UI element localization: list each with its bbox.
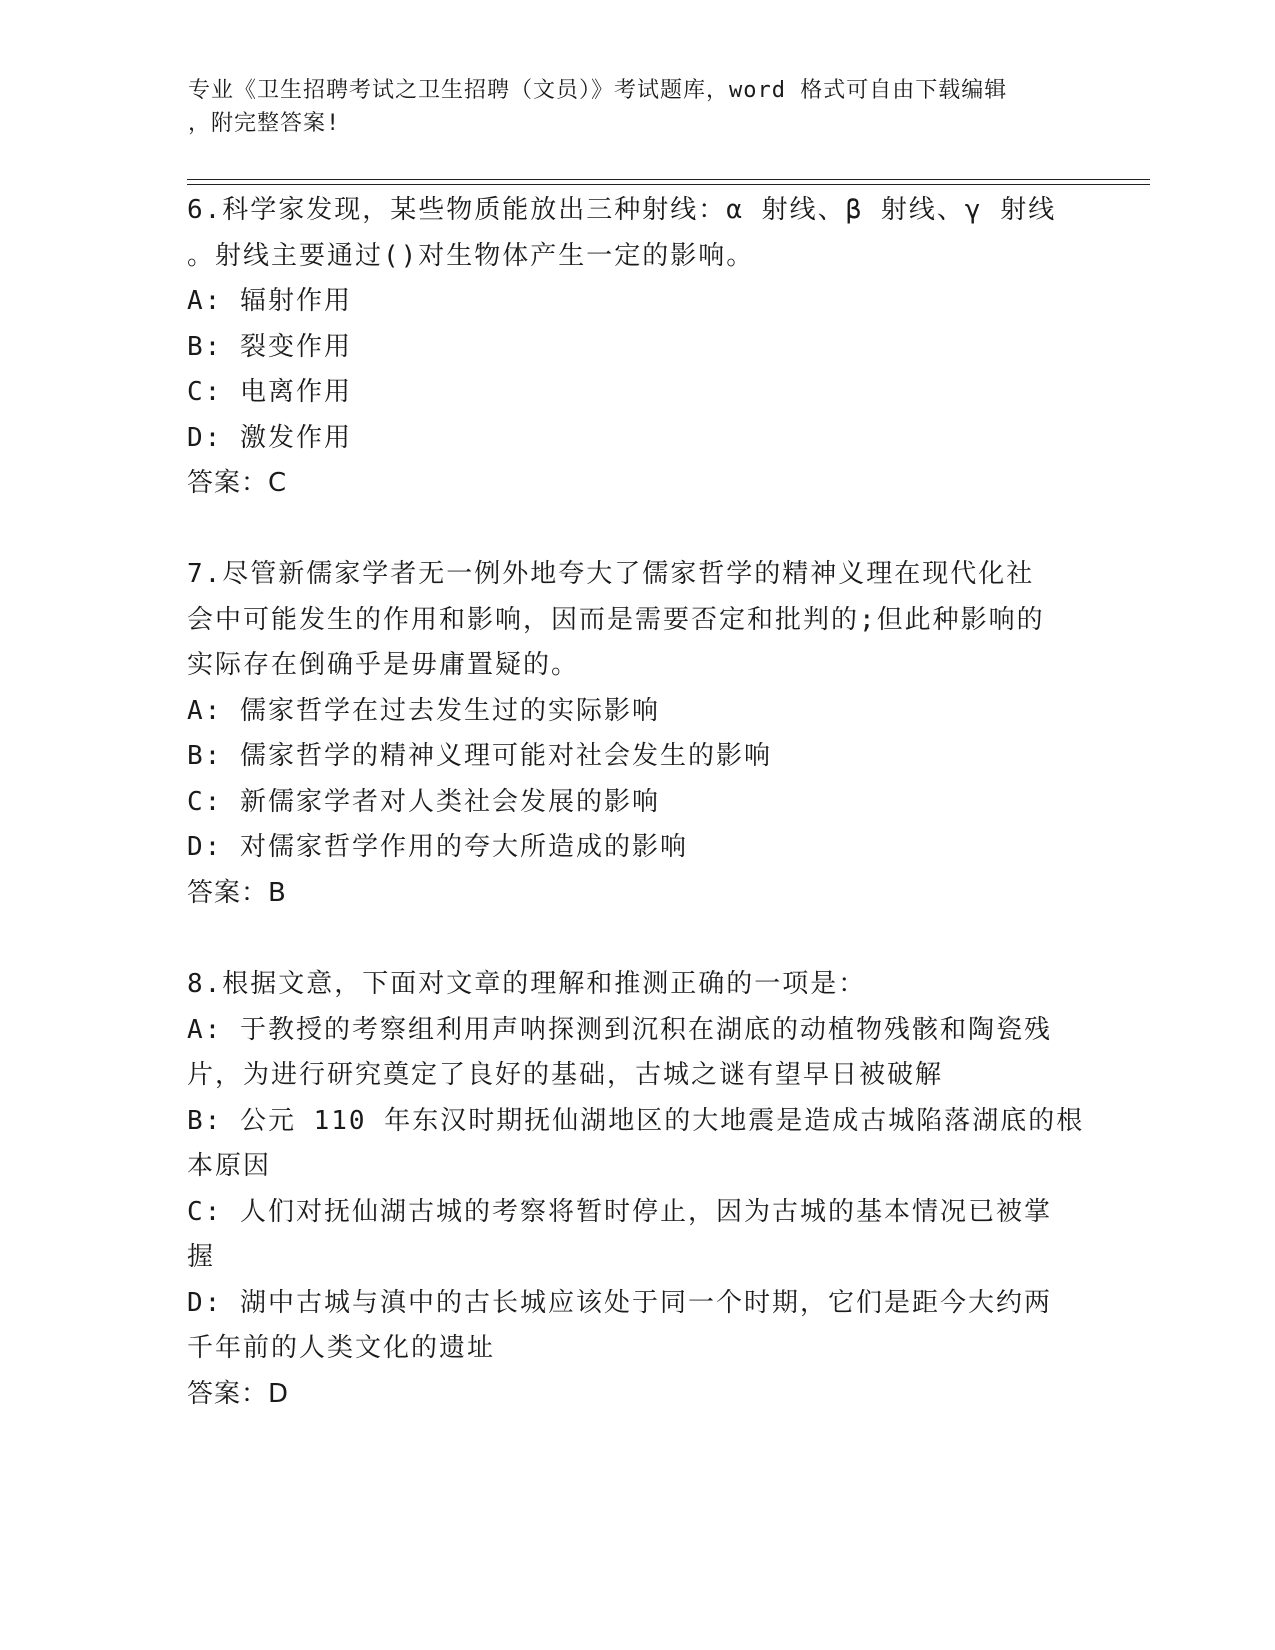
header-line-2: ，附完整答案! [188, 111, 341, 136]
question-7-option-c: C: 新儒家学者对人类社会发展的影响 [187, 786, 660, 817]
question-7 [187, 552, 1087, 916]
question-8-option-d-line-2: 千年前的人类文化的遗址 [187, 1333, 496, 1363]
question-6-option-a: A: 辐射作用 [187, 286, 352, 316]
question-8-option-c-line-2: 握 [187, 1242, 216, 1272]
question-6-option-b: B: 裂变作用 [187, 331, 352, 362]
question-7-option-d: D: 对儒家哲学作用的夸大所造成的影响 [187, 832, 688, 862]
question-6-option-d: D: 激发作用 [187, 422, 352, 453]
question-6-stem-line-2: 。射线主要通过()对生物体产生一定的影响。 [187, 240, 755, 271]
question-6-stem-line-1: 6.科学家发现，某些物质能放出三种射线：α 射线、β 射线、γ 射线 [187, 195, 1057, 225]
question-8-option-c-line-1: C: 人们对抚仙湖古城的考察将暂时停止，因为古城的基本情况已被掌 [187, 1196, 1052, 1227]
header-divider-bottom [187, 184, 1150, 185]
question-8-option-a-line-1: A: 于教授的考察组利用声呐探测到沉积在湖底的动植物残骸和陶瓷残 [187, 1014, 1052, 1045]
question-8-stem-line-1: 8.根据文意，下面对文章的理解和推测正确的一项是： [187, 969, 867, 999]
header-divider-top [187, 179, 1150, 180]
question-6-option-c: C: 电离作用 [187, 377, 352, 407]
question-8-answer: 答案：D [187, 1378, 290, 1409]
header-line-1: 专业《卫生招聘考试之卫生招聘（文员）》考试题库，word 格式可自由下载编辑 [188, 78, 1008, 103]
question-8-option-a-line-2: 片，为进行研究奠定了良好的基础，古城之谜有望早日被破解 [187, 1060, 944, 1090]
question-6-answer: 答案：C [187, 468, 288, 498]
question-8 [187, 962, 1087, 1417]
question-7-option-b: B: 儒家哲学的精神义理可能对社会发生的影响 [187, 741, 772, 771]
question-8-option-b-line-2: 本原因 [187, 1151, 272, 1181]
question-7-option-a: A: 儒家哲学在过去发生过的实际影响 [187, 695, 660, 726]
question-7-answer: 答案：B [187, 877, 287, 908]
question-7-stem-line-1: 7.尽管新儒家学者无一例外地夸大了儒家哲学的精神义理在现代化社 [187, 559, 1035, 589]
document-header [188, 74, 1088, 140]
question-8-option-b-line-1: B: 公元 110 年东汉时期抚仙湖地区的大地震是造成古城陷落湖底的根 [187, 1105, 1085, 1136]
question-7-stem-line-2: 会中可能发生的作用和影响，因而是需要否定和批判的;但此种影响的 [187, 604, 1045, 635]
question-7-stem-line-3: 实际存在倒确乎是毋庸置疑的。 [187, 650, 580, 680]
question-8-option-d-line-1: D: 湖中古城与滇中的古长城应该处于同一个时期，它们是距今大约两 [187, 1287, 1052, 1318]
question-6 [187, 188, 1087, 507]
